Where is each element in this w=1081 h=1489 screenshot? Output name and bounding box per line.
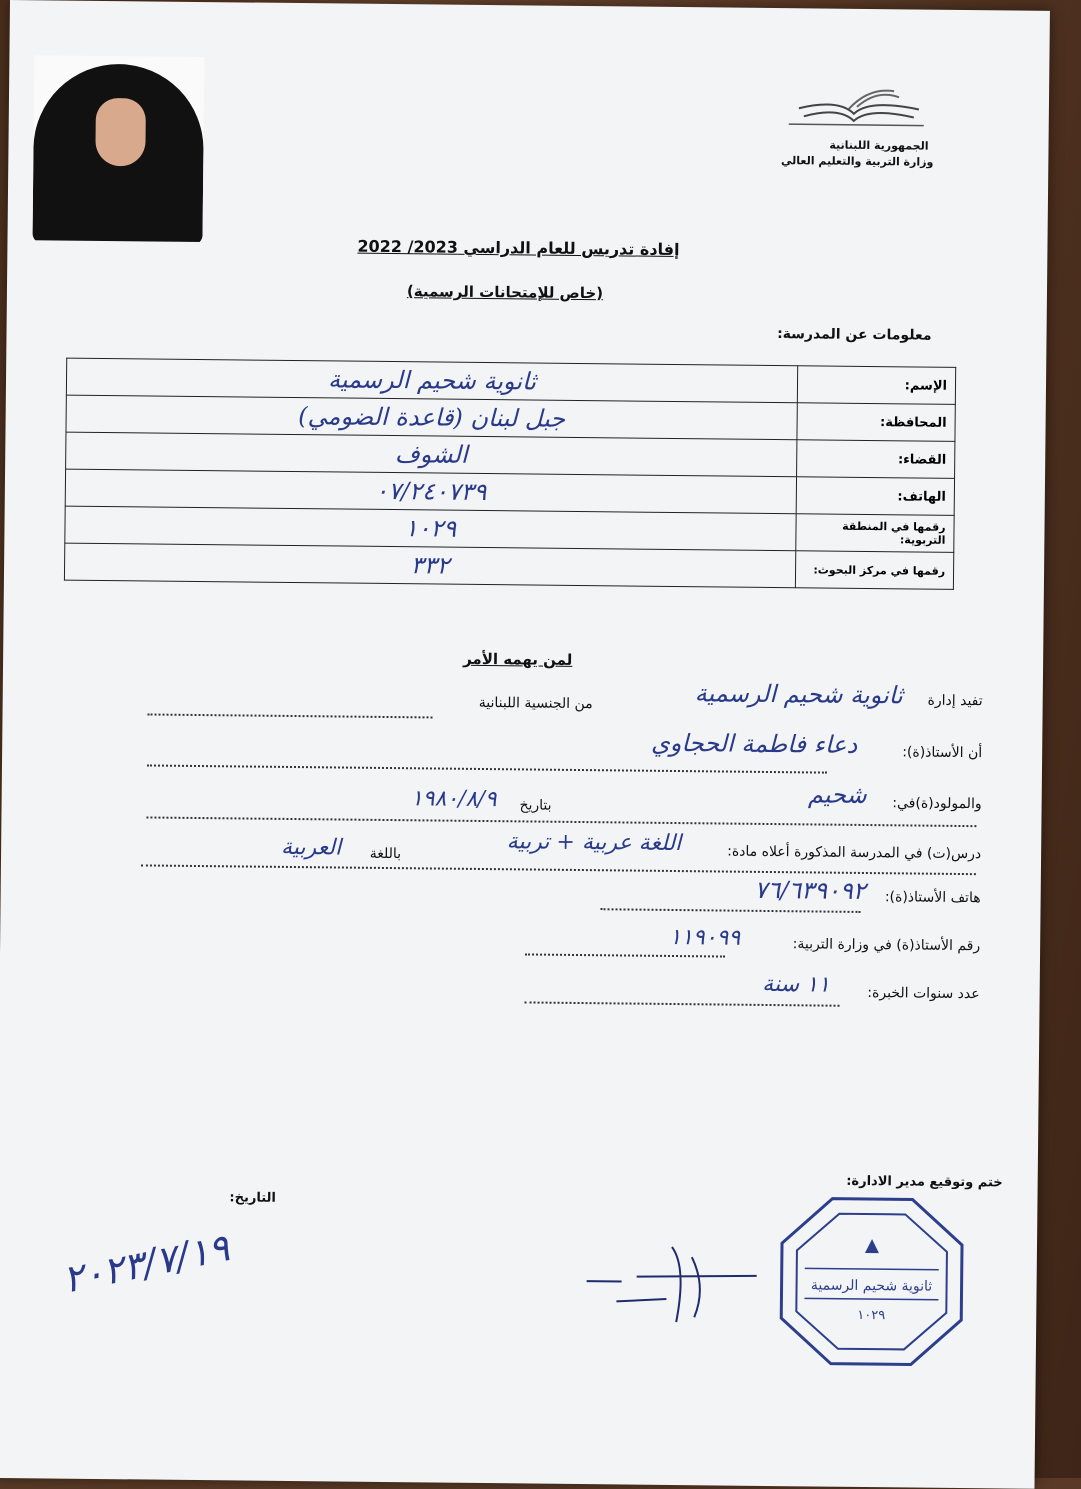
birthplace-value: شحيم bbox=[807, 780, 867, 810]
subject-value: اللغة عربية + تربية bbox=[506, 829, 682, 857]
teacher-phone-value: ٧٦/٦٣٩٠٩٢ bbox=[754, 875, 866, 906]
language-value: العربية bbox=[280, 834, 342, 861]
document-subtitle: (خاص للإمتحانات الرسمية) bbox=[406, 282, 604, 303]
nationality-text: من الجنسية اللبنانية bbox=[478, 694, 593, 713]
subject-label: درس(ت) في المدرسة المذكورة أعلاه مادة: bbox=[727, 843, 982, 863]
ministry-line1: الجمهورية اللبنانية bbox=[829, 138, 929, 153]
school-info-table bbox=[64, 358, 956, 590]
birthdate-value: ١٩٨٠/٨/٩ bbox=[410, 786, 497, 813]
ministry-no-value: ١١٩٠٩٩ bbox=[669, 924, 741, 951]
document-title: إفادة تدريس للعام الدراسي 2023/ 2022 bbox=[357, 236, 680, 260]
signature-label: ختم وتوقيع مدير الادارة: bbox=[846, 1173, 1003, 1191]
teacher-value: دعاء فاطمة الحجاوي bbox=[650, 728, 858, 759]
ministry-line2: وزارة التربية والتعليم العالي bbox=[780, 154, 934, 169]
table-row: الشوف القضاء: bbox=[66, 432, 955, 478]
experience-label: عدد سنوات الخبرة: bbox=[867, 985, 980, 1003]
table-row: ٠٧/٢٤٠٧٣٩ الهاتف: bbox=[65, 469, 954, 515]
table-row: ثانوية شحيم الرسمية الإسم: bbox=[66, 358, 955, 404]
ministry-no-label: رقم الأستاذ(ة) في وزارة التربية: bbox=[792, 936, 981, 955]
stamp-number: ١٠٢٩ bbox=[857, 1307, 886, 1324]
school-stamp bbox=[776, 1193, 968, 1370]
teacher-phone-label: هاتف الأستاذ(ة): bbox=[884, 889, 981, 907]
admin-value: ثانوية شحيم الرسمية bbox=[694, 679, 903, 710]
stamp-name: ثانوية شحيم الرسمية bbox=[810, 1277, 933, 1295]
table-row: ٣٣٢ رقمها في مركز البحوث: bbox=[64, 543, 953, 589]
table-row: جبل لبنان (قاعدة الضومي) المحافظة: bbox=[66, 395, 955, 441]
date-label: التاريخ: bbox=[229, 1190, 277, 1206]
birthplace-label: والمولود(ة)في: bbox=[892, 795, 982, 813]
school-info-heading: معلومات عن المدرسة: bbox=[777, 326, 932, 344]
birthdate-label: بتاريخ bbox=[519, 797, 552, 814]
director-signature bbox=[576, 1236, 777, 1328]
experience-value: ١١ سنة bbox=[762, 971, 830, 998]
teacher-photo bbox=[32, 55, 204, 242]
to-whom-heading: لمن يهمه الأمر bbox=[463, 649, 573, 669]
date-value: ٢٠٢٣/٧/١٩ bbox=[59, 1225, 233, 1302]
teacher-label: أن الأستاذ(ة): bbox=[902, 744, 983, 762]
language-label: باللغة bbox=[369, 845, 402, 863]
admin-label: تفيد إدارة bbox=[927, 692, 983, 710]
table-row: ١٠٢٩ رقمها في المنطقة التربوية: bbox=[65, 506, 954, 552]
